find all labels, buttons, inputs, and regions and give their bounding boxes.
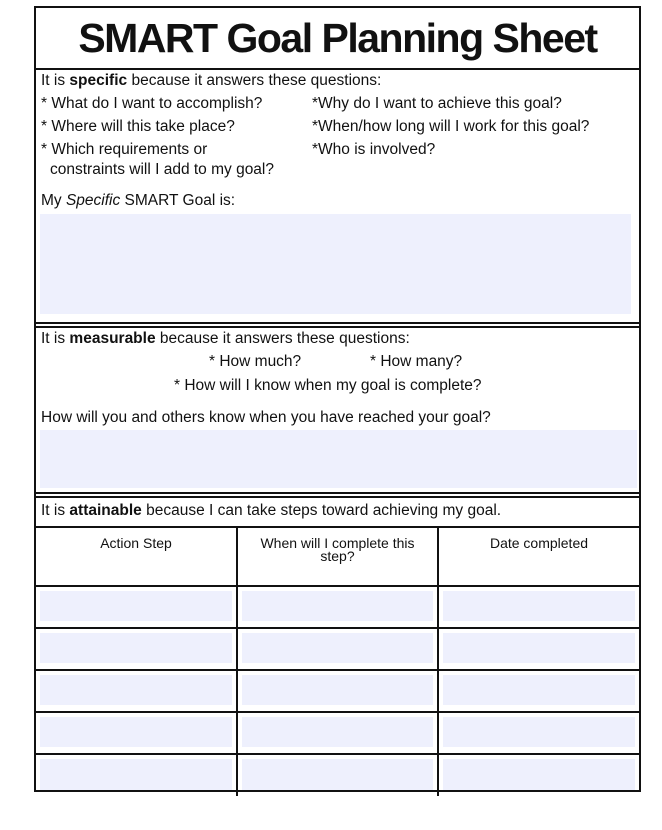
question-why: *Why do I want to achieve this goal? [312,95,562,112]
when-cell [237,586,438,628]
specific-goal-field[interactable] [40,214,631,314]
measurable-keyword: measurable [69,330,156,347]
action-step-field[interactable] [40,633,232,663]
table-row [36,754,639,796]
question-requirements: * Which requirements or [41,141,208,158]
table-row [36,586,639,628]
when-cell [237,754,438,796]
action-step-field[interactable] [40,591,232,621]
date-field[interactable] [443,717,635,747]
action-step-cell [36,712,237,754]
measurable-intro: It is measurable because it answers these questions: [41,330,410,347]
date-cell [438,586,639,628]
date-field[interactable] [443,675,635,705]
action-step-field[interactable] [40,717,232,747]
action-step-cell [36,754,237,796]
when-field[interactable] [242,591,433,621]
when-field[interactable] [242,717,433,747]
question-when: *When/how long will I work for this goal? [312,118,590,135]
when-field[interactable] [242,633,433,663]
when-cell [237,670,438,712]
action-step-cell [36,586,237,628]
date-cell [438,712,639,754]
question-complete: * How will I know when my goal is complete? [174,377,482,394]
action-steps-table [36,528,639,796]
specific-intro: It is specific because it answers these questions: [41,72,382,89]
when-field[interactable] [242,759,433,790]
when-cell [237,712,438,754]
action-step-cell [36,670,237,712]
when-field[interactable] [242,675,433,705]
question-requirements-cont: constraints will I add to my goal? [50,161,274,178]
table-row [36,670,639,712]
question-who: *Who is involved? [312,141,436,158]
attainable-section [36,496,639,528]
date-field[interactable] [443,759,635,790]
measurable-section [36,326,639,494]
question-how-many: * How many? [370,353,463,370]
when-cell [237,628,438,670]
specific-section [36,68,639,324]
measurable-prompt: How will you and others know when you have reached your goal? [41,409,491,426]
action-step-field[interactable] [40,759,232,790]
date-cell [438,628,639,670]
header-date-completed: Date completed [438,528,639,586]
specific-keyword: specific [69,72,128,89]
planning-sheet [34,6,641,792]
table-row [36,712,639,754]
date-cell [438,670,639,712]
attainable-keyword: attainable [69,502,142,519]
page-title: SMART Goal Planning Sheet [36,8,639,70]
header-action-step: Action Step [36,528,237,586]
table-header-row [36,528,639,586]
date-field[interactable] [443,591,635,621]
question-where: * Where will this take place? [41,118,235,135]
table-row [36,628,639,670]
action-step-field[interactable] [40,675,232,705]
date-field[interactable] [443,633,635,663]
date-cell [438,754,639,796]
action-step-cell [36,628,237,670]
attainable-intro: It is attainable because I can take steps toward achieving my goal. [41,502,502,519]
measurable-answer-field[interactable] [40,430,637,488]
specific-goal-label: My Specific SMART Goal is: [41,192,236,209]
question-how-much: * How much? [209,353,302,370]
header-when-complete: When will I complete this step? [237,528,438,586]
question-what: * What do I want to accomplish? [41,95,263,112]
